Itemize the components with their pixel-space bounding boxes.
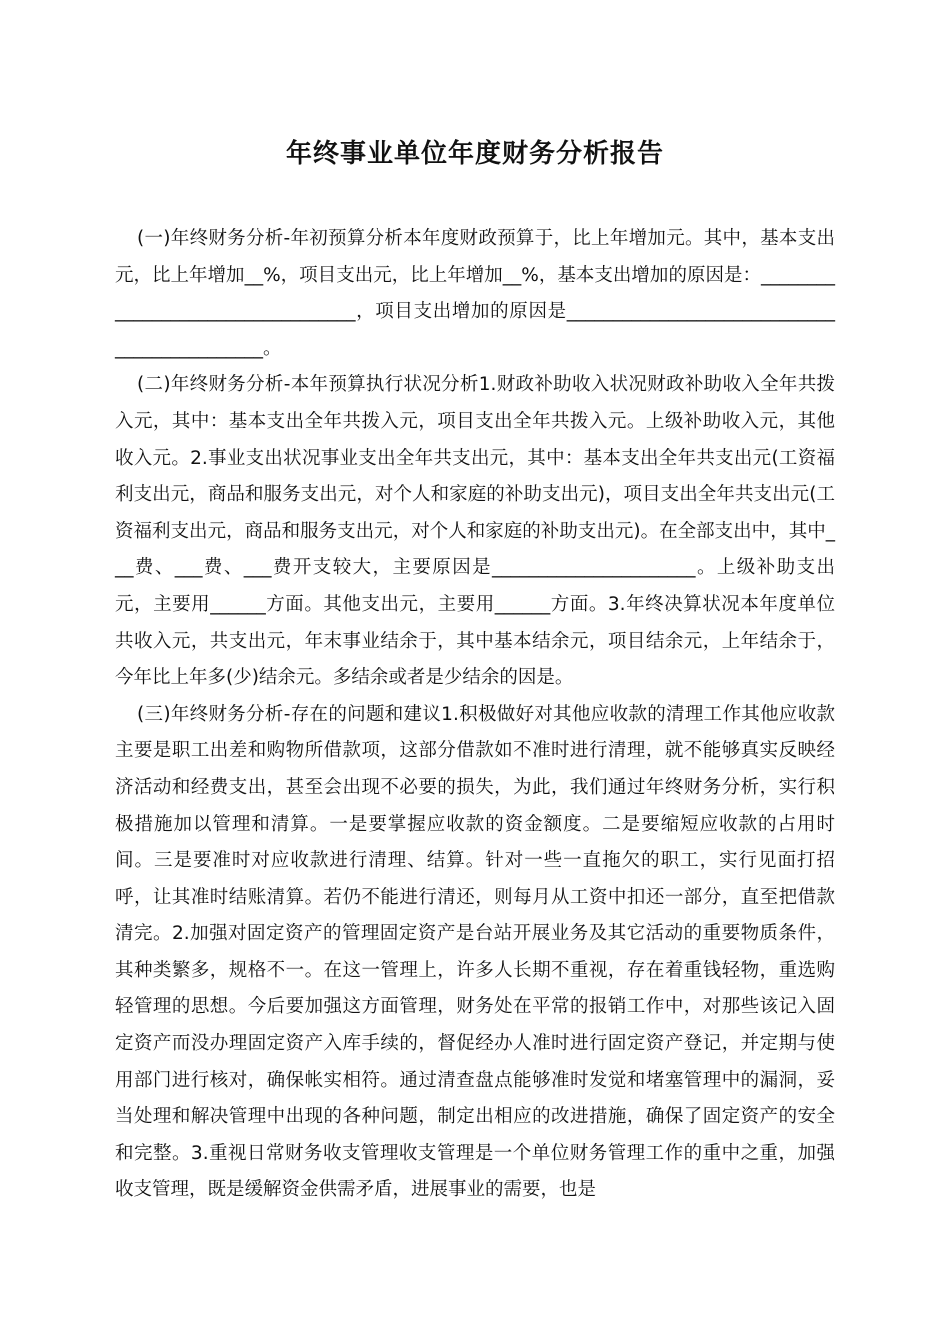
- document-title: 年终事业单位年度财务分析报告: [285, 139, 664, 169]
- document-body: [115, 221, 835, 1209]
- paragraph-budget-execution: (二)年终财务分析-本年预算执行状况分析1.财政补助收入状况财政补助收入全年共拨入元，其中：基本支出全年共拨入元，项目支出全年共拨入元。上级补助收入元，其他收入元。2.事业支出状况事业支出全年共支出元，其中：基本支出全年共支出元(工资福利支出元，商品和服务支出元，对个人和家庭的补助支出元)，项目支出全年共支出元(工资福利支出元，商品和服务支出元，对个人和家庭的补助支出元)。在全部支出中，其中___费、___费、___费开支较大，主要原因是______________________。上级补助支出元，主要用______方面。其他支出元，主要用______方面。3.年终决算状况本年度单位共收入元，共支出元，年末事业结余于，其中基本结余元，项目结余元，上年结余于，今年比上年多(少)结余元。多结余或者是少结余的因是。: [115, 374, 835, 689]
- paragraph-budget-analysis: (一)年终财务分析-年初预算分析本年度财政预算于，比上年增加元。其中，基本支出元，比上年增加__%，项目支出元，比上年增加__%，基本支出增加的原因是：__________________________________，项目支出增加的原因是_____________________________________________。: [115, 228, 835, 359]
- paragraph-problems-suggestions: (三)年终财务分析-存在的问题和建议1.积极做好对其他应收款的清理工作其他应收款主要是职工出差和购物所借款项，这部分借款如不准时进行清理，就不能够真实反映经济活动和经费支出，甚至会出现不必要的损失，为此，我们通过年终财务分析，实行积极措施加以管理和清算。一是要掌握应收款的资金额度。二是要缩短应收款的占用时间。三是要准时对应收款进行清理、结算。针对一些一直拖欠的职工，实行见面打招呼，让其准时结账清算。若仍不能进行清还，则每月从工资中扣还一部分，直至把借款清完。2.加强对固定资产的管理固定资产是台站开展业务及其它活动的重要物质条件，其种类繁多，规格不一。在这一管理上，许多人长期不重视，存在着重钱轻物，重选购轻管理的思想。今后要加强这方面管理，财务处在平常的报销工作中，对那些该记入固定资产而没办理固定资产入库手续的，督促经办人准时进行固定资产登记，并定期与使用部门进行核对，确保帐实相符。通过清查盘点能够准时发觉和堵塞管理中的漏洞，妥当处理和解决管理中出现的各种问题，制定出相应的改进措施，确保了固定资产的安全和完整。3.重视日常财务收支管理收支管理是一个单位财务管理工作的重中之重，加强收支管理，既是缓解资金供需矛盾，进展事业的需要，也是: [115, 703, 835, 1201]
